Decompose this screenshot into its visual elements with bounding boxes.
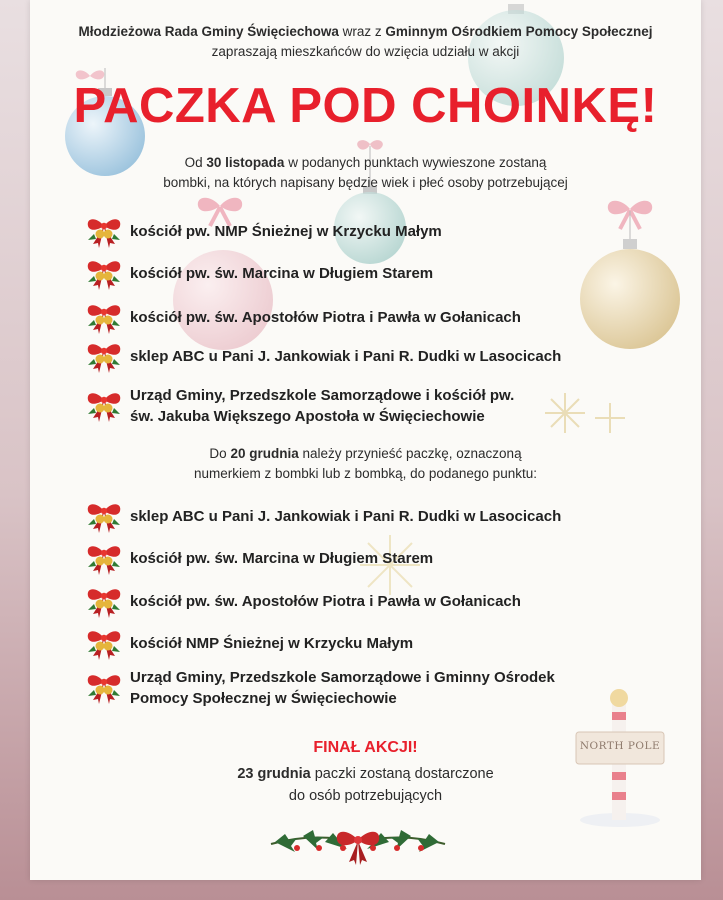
- final-description: [30, 763, 701, 807]
- list-item: [84, 548, 684, 577]
- phase1-date: 30 listopada: [206, 155, 285, 170]
- location-text: kościół pw. NMP Śnieżnej w Krzycku Małym: [130, 223, 442, 240]
- phase1-post: w podanych punktach wywieszone zostaną: [284, 155, 547, 170]
- location-text: sklep ABC u Pani J. Jankowiak i Pani R. Dudki w Lasocicach: [130, 508, 562, 525]
- intro-org-1: Młodzieżowa Rada Gminy Święciechowa: [78, 24, 339, 39]
- list-item: [84, 346, 684, 375]
- list-item: [84, 633, 684, 662]
- list-item: [84, 263, 684, 292]
- christmas-bow-bell-icon: [84, 541, 124, 577]
- christmas-bow-bell-icon: [84, 499, 124, 535]
- phase2-line-1: [30, 444, 701, 464]
- phase1-pre: Od: [184, 155, 207, 170]
- location-text: kościół pw. św. Apostołów Piotra i Pawła w Gołanicach: [130, 309, 521, 326]
- location-text: kościół pw. św. Apostołów Piotra i Pawła w Gołanicach: [130, 593, 521, 610]
- location-text: kościół NMP Śnieżnej w Krzycku Małym: [130, 635, 414, 652]
- poster: [30, 0, 701, 880]
- north-pole-sign-text: NORTH POLE: [579, 740, 661, 752]
- intro-text: [30, 22, 701, 62]
- intro-line-2: zapraszają mieszkańców do wzięcia udziału w akcji: [211, 44, 520, 59]
- location-text: sklep ABC u Pani J. Jankowiak i Pani R. Dudki w Lasocicach: [130, 348, 562, 365]
- list-item: [84, 385, 684, 427]
- christmas-bow-bell-icon: [84, 300, 124, 336]
- final-line-2: do osób potrzebujących: [288, 788, 443, 804]
- location-text-line-2: św. Jakuba Większego Apostoła w Święciechowie: [130, 408, 485, 425]
- location-text-line-1: Urząd Gminy, Przedszkole Samorządowe i kościół pw.: [130, 387, 515, 404]
- list-item: [84, 667, 684, 709]
- final-title: FINAŁ AKCJI!: [313, 739, 418, 756]
- phase2-date: 20 grudnia: [230, 446, 299, 461]
- christmas-bow-bell-icon: [84, 339, 124, 375]
- pink-bauble-icon: [168, 240, 278, 360]
- christmas-bow-bell-icon: [84, 214, 124, 250]
- location-text: kościół pw. św. Marcina w Długiem Starem: [130, 550, 434, 567]
- final-line-1: [30, 763, 701, 785]
- page-title: PACZKA POD CHOINKĘ!: [73, 79, 658, 133]
- location-text-line-1: Urząd Gminy, Przedszkole Samorządowe i Gminny Ośrodek: [130, 669, 555, 686]
- phase2-post: należy przynieść paczkę, oznaczoną: [298, 446, 522, 461]
- list-item: [84, 591, 684, 620]
- location-text: [130, 385, 514, 427]
- holly-garland-icon: [263, 818, 453, 866]
- intro-line-1: [30, 22, 701, 42]
- phase2-pre: Do: [209, 446, 231, 461]
- final-date: 23 grudnia: [237, 766, 311, 782]
- phase1-line-2: bombki, na których napisany będzie wiek i płeć osoby potrzebującej: [163, 175, 568, 190]
- phase1-description: [30, 153, 701, 193]
- christmas-bow-bell-icon: [84, 626, 124, 662]
- list-item: [84, 307, 684, 336]
- list-item: [84, 221, 684, 250]
- phase2-description: [30, 444, 701, 484]
- intro-joiner: wraz z: [338, 24, 386, 39]
- location-text-line-2: Pomocy Społecznej w Święciechowie: [130, 690, 397, 707]
- christmas-bow-bell-icon: [84, 256, 124, 292]
- location-text: [130, 667, 555, 709]
- intro-org-2: Gminnym Ośrodkiem Pomocy Społecznej: [385, 24, 653, 39]
- christmas-bow-bell-icon: [84, 584, 124, 620]
- christmas-bow-bell-icon: [84, 388, 124, 424]
- location-text: kościół pw. św. Marcina w Długiem Starem: [130, 265, 434, 282]
- phase1-line-1: [30, 153, 701, 173]
- list-item: [84, 506, 684, 535]
- phase2-line-2: numerkiem z bombki lub z bombką, do podanego punktu:: [194, 466, 537, 481]
- final-post: paczki zostaną dostarczone: [310, 766, 494, 782]
- christmas-bow-bell-icon: [84, 670, 124, 706]
